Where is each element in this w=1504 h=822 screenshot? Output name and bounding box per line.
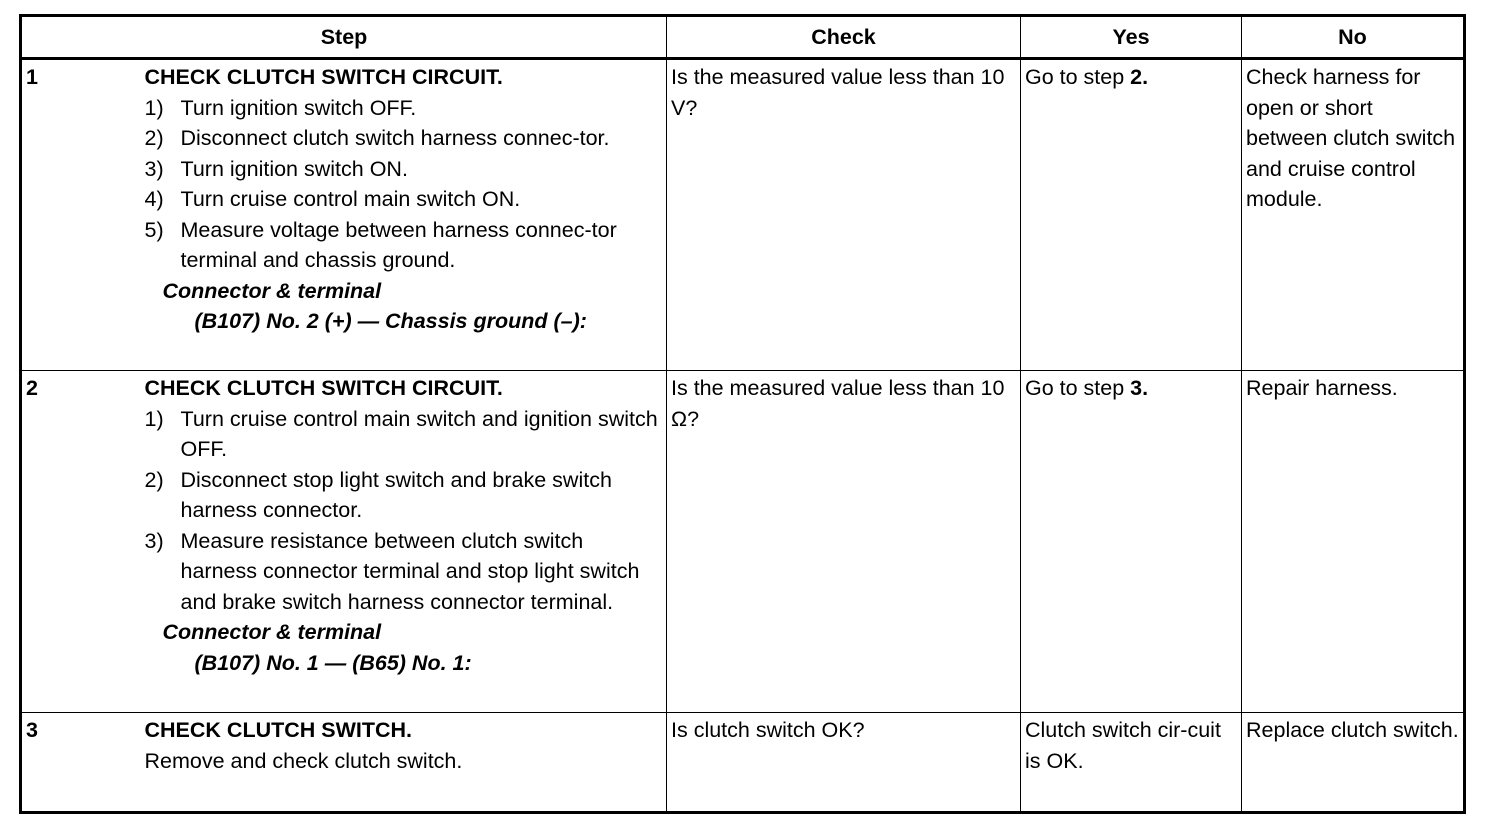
substep-text: Turn cruise control main switch and ignition switch OFF. bbox=[180, 406, 658, 461]
step-description: Remove and check clutch switch. bbox=[144, 748, 463, 773]
header-step: Step bbox=[21, 16, 667, 59]
substep-list bbox=[145, 404, 661, 618]
substep bbox=[145, 215, 661, 276]
substep bbox=[145, 123, 661, 154]
no-cell: Repair harness. bbox=[1242, 371, 1465, 713]
check-cell: Is the measured value less than 10 Ω? bbox=[667, 371, 1021, 713]
step-title: CHECK CLUTCH SWITCH CIRCUIT. bbox=[144, 376, 503, 400]
header-no: No bbox=[1242, 16, 1465, 59]
diagnostic-table bbox=[19, 14, 1466, 814]
connector-label: Connector & terminal bbox=[162, 278, 382, 303]
check-cell: Is the measured value less than 10 V? bbox=[667, 59, 1021, 371]
table-row bbox=[21, 713, 1465, 813]
yes-cell: Clutch switch cir-cuit is OK. bbox=[1021, 713, 1242, 813]
step-title: CHECK CLUTCH SWITCH CIRCUIT. bbox=[144, 65, 503, 89]
header-row bbox=[21, 16, 1465, 59]
substep bbox=[145, 404, 661, 465]
substep-number: 1) bbox=[144, 95, 164, 120]
substep-number: 3) bbox=[144, 528, 164, 553]
step-number: 2 bbox=[21, 371, 145, 713]
substep-number: 3) bbox=[144, 156, 164, 181]
substep-text: Turn ignition switch ON. bbox=[180, 156, 408, 181]
substep-number: 4) bbox=[144, 187, 164, 211]
step-title: CHECK CLUTCH SWITCH. bbox=[144, 718, 413, 742]
no-cell: Replace clutch switch. bbox=[1242, 713, 1465, 813]
yes-cell bbox=[1021, 371, 1242, 713]
header-yes: Yes bbox=[1021, 16, 1242, 59]
step-number: 1 bbox=[21, 59, 145, 371]
no-cell: Check harness for open or short between clutch switch and cruise control module. bbox=[1242, 59, 1465, 371]
connector-label: Connector & terminal bbox=[162, 620, 382, 644]
step-content bbox=[145, 59, 667, 371]
substep-text: Turn ignition switch OFF. bbox=[180, 95, 417, 120]
substep-list bbox=[145, 93, 661, 276]
substep bbox=[145, 526, 661, 618]
substep bbox=[145, 154, 661, 185]
yes-cell bbox=[1021, 59, 1242, 371]
substep-number: 5) bbox=[144, 217, 164, 242]
table-row bbox=[21, 371, 1465, 713]
substep bbox=[145, 184, 661, 215]
yes-text: Go to step bbox=[1025, 65, 1131, 89]
substep-number: 2) bbox=[144, 467, 164, 492]
substep bbox=[145, 93, 661, 124]
yes-text: Go to step bbox=[1025, 376, 1131, 400]
substep bbox=[145, 465, 661, 526]
check-cell: Is clutch switch OK? bbox=[667, 713, 1021, 813]
yes-step-ref: 2. bbox=[1130, 65, 1149, 89]
substep-text: Disconnect clutch switch harness connec-tor. bbox=[180, 126, 610, 150]
step-number: 3 bbox=[21, 713, 145, 813]
substep-number: 1) bbox=[144, 406, 164, 431]
step-content bbox=[145, 713, 667, 813]
substep-text: Turn cruise control main switch ON. bbox=[180, 187, 521, 211]
header-check: Check bbox=[667, 16, 1021, 59]
substep-text: Measure resistance between clutch switch harness connector terminal and stop light switch and brake switch harness connector terminal. bbox=[180, 528, 640, 614]
yes-step-ref: 3. bbox=[1130, 376, 1149, 400]
substep-text: Disconnect stop light switch and brake switch harness connector. bbox=[180, 467, 612, 522]
substep-text: Measure voltage between harness connec-tor terminal and chassis ground. bbox=[180, 217, 617, 272]
table-row bbox=[21, 59, 1465, 371]
connector-value: (B107) No. 1 — (B65) No. 1: bbox=[194, 650, 472, 675]
substep-number: 2) bbox=[144, 126, 164, 150]
connector-value: (B107) No. 2 (+) — Chassis ground (–): bbox=[194, 309, 587, 333]
step-content bbox=[145, 371, 667, 713]
